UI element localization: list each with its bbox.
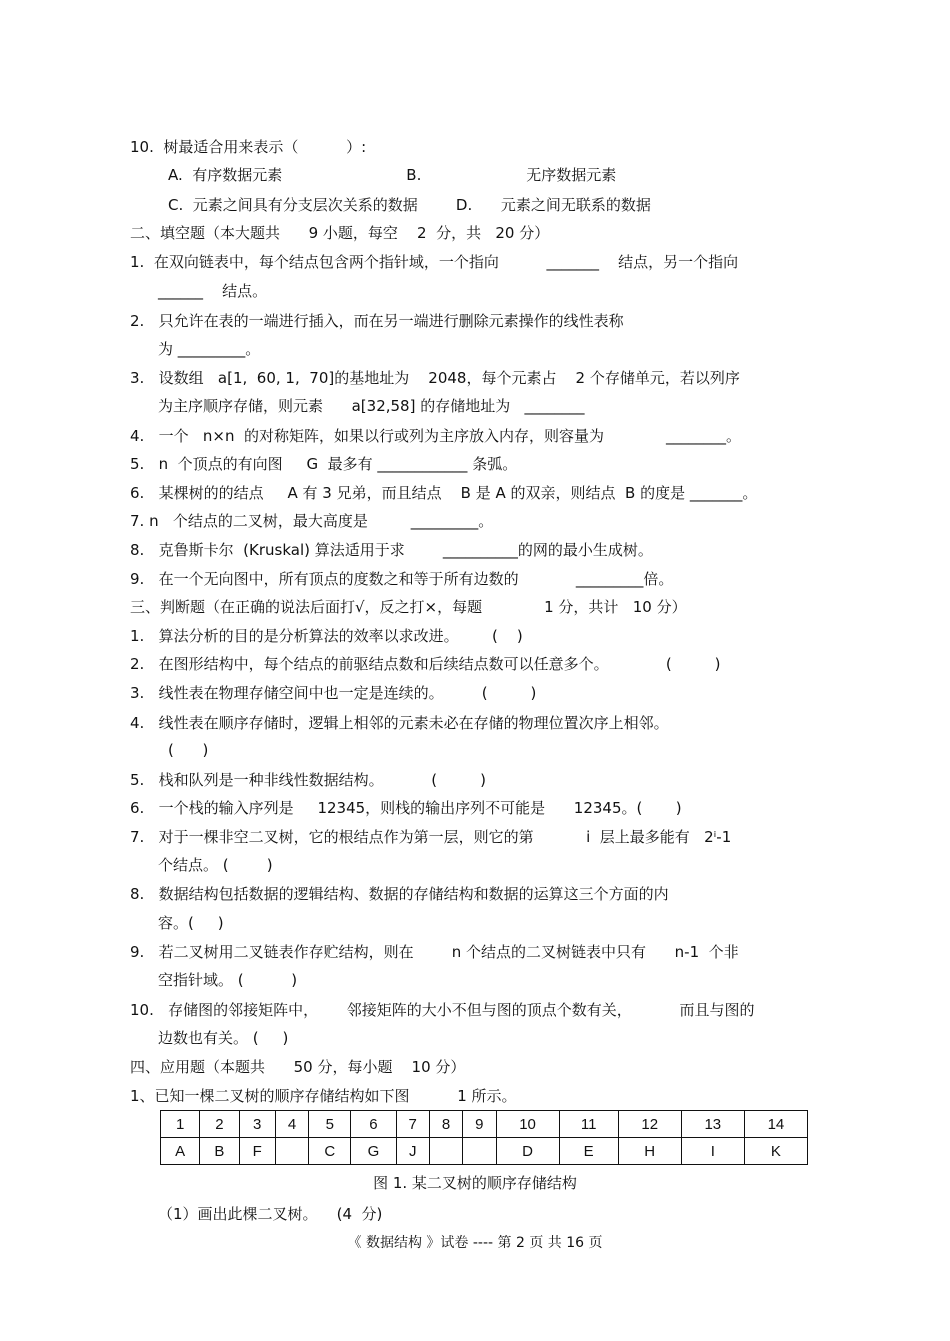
text-line: 1. 在双向链表中，每个结点包含两个指针域，一个指向 _______ 结点，另一个指向 (130, 253, 739, 271)
text-line: 空指针域。 ( ) (158, 971, 298, 989)
storage-table (160, 1110, 808, 1165)
text-line: 5. n 个顶点的有向图 G 最多有 ____________ 条弧。 (130, 455, 518, 473)
table-cell-value: G (351, 1138, 396, 1165)
text-line: 7. n 个结点的二叉树，最大高度是 _________。 (130, 512, 494, 530)
table-cell-index: 5 (309, 1111, 351, 1138)
table-cell-index: 8 (429, 1111, 462, 1138)
text-line: 容。( ) (158, 914, 224, 932)
text-line: 为 _________。 (158, 340, 261, 358)
table-row-index (161, 1111, 808, 1138)
table-cell-index: 1 (161, 1111, 200, 1138)
table-cell-value: J (396, 1138, 429, 1165)
table-cell-value: D (496, 1138, 559, 1165)
table-cell-index: 6 (351, 1111, 396, 1138)
table-cell-index: 2 (200, 1111, 239, 1138)
table-cell-index: 9 (463, 1111, 496, 1138)
table-cell-value: E (559, 1138, 618, 1165)
text-line: 3. 设数组 a[1, 60, 1, 70]的基地址为 2048，每个元素占 2 个存储单元，若以列序 (130, 369, 740, 387)
table-cell-value: K (744, 1138, 807, 1165)
table-cell-value (429, 1138, 462, 1165)
text-line: C. 元素之间具有分支层次关系的数据 D. 元素之间无联系的数据 (168, 196, 651, 214)
table-cell-index: 14 (744, 1111, 807, 1138)
text-line: ______ 结点。 (158, 282, 268, 300)
table-cell-value: B (200, 1138, 239, 1165)
text-line: 2. 在图形结构中，每个结点的前驱结点数和后续结点数可以任意多个。 ( ) (130, 655, 721, 673)
text-line: 3. 线性表在物理存储空间中也一定是连续的。 ( ) (130, 684, 537, 702)
text-line: 1. 算法分析的目的是分析算法的效率以求改进。 ( ) (130, 627, 523, 645)
table-cell-value: A (161, 1138, 200, 1165)
table-row-values (161, 1138, 808, 1165)
text-line: 为主序顺序存储，则元素 a[32,58] 的存储地址为 ________ (158, 397, 585, 415)
text-line: （1）画出此棵二叉树。 (4 分) (158, 1205, 383, 1223)
text-line: 8. 数据结构包括数据的逻辑结构、数据的存储结构和数据的运算这三个方面的内 (130, 885, 669, 903)
table-cell-value: C (309, 1138, 351, 1165)
page-footer: 《 数据结构 》试卷 ---- 第 2 页 共 16 页 (347, 1235, 603, 1251)
table-cell-value: H (618, 1138, 681, 1165)
figure-caption: 图 1. 某二叉树的顺序存储结构 (373, 1174, 577, 1192)
text-line: 7. 对于一棵非空二叉树，它的根结点作为第一层，则它的第 i 层上最多能有 2ⁱ-1 (130, 828, 732, 846)
text-line: 6. 某棵树的的结点 A 有 3 兄弟，而且结点 B 是 A 的双亲，则结点 B 的度是 _______。 (130, 484, 758, 502)
text-line: 9. 若二叉树用二叉链表作存贮结构，则在 n 个结点的二叉树链表中只有 n-1 个非 (130, 943, 739, 961)
text-line: 9. 在一个无向图中，所有顶点的度数之和等于所有边数的 _________倍。 (130, 570, 674, 588)
table-cell-index: 7 (396, 1111, 429, 1138)
text-line: 个结点。 ( ) (158, 856, 273, 874)
text-line: ( ) (168, 741, 209, 759)
table-cell-index: 4 (275, 1111, 308, 1138)
table-cell-value: I (681, 1138, 744, 1165)
table-cell-value: F (239, 1138, 275, 1165)
text-line: 二、填空题（本大题共 9 小题，每空 2 分，共 20 分） (130, 224, 550, 242)
table-cell-value (275, 1138, 308, 1165)
table-cell-index: 10 (496, 1111, 559, 1138)
text-line: 6. 一个栈的输入序列是 12345，则栈的输出序列不可能是 12345。( ) (130, 799, 682, 817)
text-line: 10. 存储图的邻接矩阵中， 邻接矩阵的大小不但与图的顶点个数有关， 而且与图的 (130, 1001, 755, 1019)
text-line: 边数也有关。 ( ) (158, 1029, 289, 1047)
text-line: 三、判断题（在正确的说法后面打√，反之打×，每题 1 分，共计 10 分） (130, 598, 687, 616)
text-line: A. 有序数据元素 B. 无序数据元素 (168, 166, 617, 184)
text-line: 5. 栈和队列是一种非线性数据结构。 ( ) (130, 771, 486, 789)
text-line: 8. 克鲁斯卡尔 (Kruskal) 算法适用于求 __________的网的最小生成树。 (130, 541, 653, 559)
table-cell-index: 13 (681, 1111, 744, 1138)
table-cell-value (463, 1138, 496, 1165)
text-line: 4. 线性表在顺序存储时，逻辑上相邻的元素未必在存储的物理位置次序上相邻。 (130, 714, 669, 732)
table-cell-index: 12 (618, 1111, 681, 1138)
text-line: 1、已知一棵二叉树的顺序存储结构如下图 1 所示。 (130, 1087, 517, 1105)
text-line: 4. 一个 n×n 的对称矩阵，如果以行或列为主序放入内存，则容量为 ________。 (130, 427, 742, 445)
table-cell-index: 11 (559, 1111, 618, 1138)
table-cell-index: 3 (239, 1111, 275, 1138)
text-line: 10. 树最适合用来表示（ ）: (130, 138, 367, 156)
text-line: 2. 只允许在表的一端进行插入，而在另一端进行删除元素操作的线性表称 (130, 312, 624, 330)
text-line: 四、应用题（本题共 50 分，每小题 10 分） (130, 1058, 466, 1076)
